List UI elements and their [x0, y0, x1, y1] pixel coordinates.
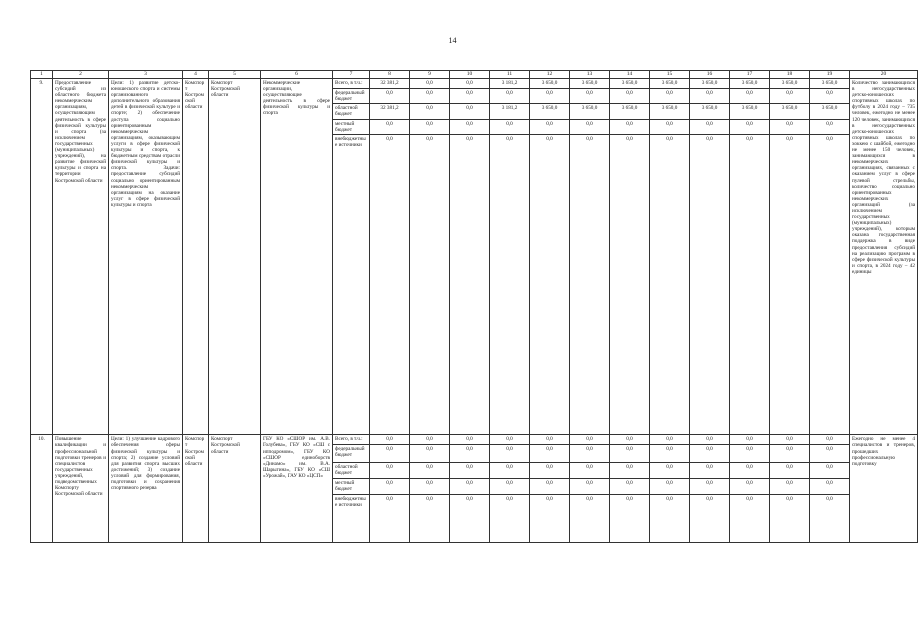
amount-cell: 3 650,0 [530, 79, 570, 89]
amount-cell: 0,0 [410, 104, 450, 120]
amount-cell: 0,0 [690, 135, 730, 435]
funding-source-label: местный бюджет [333, 479, 370, 494]
amount-cell: 32 381,2 [370, 79, 410, 89]
amount-cell: 0,0 [370, 435, 410, 445]
amount-cell: 0,0 [770, 89, 810, 104]
amount-cell: 0,0 [770, 135, 810, 435]
amount-cell: 3 650,0 [650, 104, 690, 120]
header-cell: 20 [850, 71, 918, 79]
amount-cell: 0,0 [810, 89, 850, 104]
header-cell: 13 [570, 71, 610, 79]
amount-cell: 0,0 [610, 479, 650, 494]
header-cell: 11 [490, 71, 530, 79]
goals-tasks: Цели: 1) улучшение кадрового обеспечения сферы физической культуры и спорта; 2) создание условий для развития спорта высших достижений; 3) создание условий для формирования, подготовки и сохранения спортивного резерва [109, 435, 183, 542]
amount-cell: 0,0 [450, 135, 490, 435]
amount-cell: 0,0 [570, 494, 610, 542]
amount-cell: 3 650,0 [810, 104, 850, 120]
participants: Некоммерческие организации, осуществляющие деятельность в сфере физической культуры и спорта [261, 79, 333, 435]
amount-cell: 0,0 [650, 135, 690, 435]
amount-cell: 0,0 [490, 120, 530, 135]
amount-cell: 0,0 [610, 135, 650, 435]
header-cell: 7 [333, 71, 370, 79]
amount-cell: 0,0 [810, 463, 850, 479]
amount-cell: 0,0 [770, 479, 810, 494]
amount-cell: 0,0 [490, 463, 530, 479]
amount-cell: 0,0 [490, 494, 530, 542]
amount-cell: 0,0 [690, 445, 730, 463]
table-row [31, 79, 918, 89]
amount-cell: 0,0 [650, 463, 690, 479]
amount-cell: 0,0 [450, 479, 490, 494]
amount-cell: 0,0 [490, 435, 530, 445]
expected-result: Ежегодно не менее 4 специалистов и тренеров, прошедших профессиональную подготовку [850, 435, 918, 542]
header-cell: 8 [370, 71, 410, 79]
funding-source-label: областной бюджет [333, 104, 370, 120]
amount-cell: 0,0 [570, 445, 610, 463]
funding-source-label: внебюджетные источники [333, 135, 370, 435]
header-cell: 14 [610, 71, 650, 79]
header-cell: 2 [53, 71, 109, 79]
row-number: 9. [31, 79, 53, 435]
amount-cell: 0,0 [770, 435, 810, 445]
amount-cell: 3 650,0 [690, 104, 730, 120]
amount-cell: 0,0 [730, 494, 770, 542]
amount-cell: 0,0 [730, 435, 770, 445]
participants: ГБУ КО «СШОР им. А.В. Голубева», ГБУ КО «СШ с ипподромом», ГБУ КО «СШОР единоборств «Динамо» им. В.А. Шарыгина», ГБУ КО «СШ «Урожай», ГАУ КО «ЦСП» [261, 435, 333, 542]
header-cell: 12 [530, 71, 570, 79]
amount-cell: 0,0 [370, 445, 410, 463]
amount-cell: 3 650,0 [530, 104, 570, 120]
amount-cell: 0,0 [810, 479, 850, 494]
amount-cell: 0,0 [450, 494, 490, 542]
amount-cell: 0,0 [490, 135, 530, 435]
amount-cell: 0,0 [810, 435, 850, 445]
header-cell: 15 [650, 71, 690, 79]
amount-cell: 0,0 [810, 494, 850, 542]
amount-cell: 0,0 [570, 120, 610, 135]
table-row [31, 435, 918, 445]
amount-cell: 0,0 [370, 463, 410, 479]
amount-cell: 3 650,0 [650, 79, 690, 89]
amount-cell: 0,0 [530, 435, 570, 445]
amount-cell: 3 650,0 [610, 104, 650, 120]
amount-cell: 0,0 [410, 89, 450, 104]
amount-cell: 0,0 [530, 135, 570, 435]
administrator: Комспорт Костромской области [209, 79, 261, 435]
measure-name: Предоставление субсидий из областного бюджета некоммерческим организациям, осуществляющим деятельность в сфере физической культуры и спорта (за исключением государственных (муниципальных) учреждений), на развитие физической культуры и спорта на территории Костромской области [53, 79, 109, 435]
amount-cell: 0,0 [490, 445, 530, 463]
amount-cell: 3 181,2 [490, 104, 530, 120]
amount-cell: 0,0 [770, 494, 810, 542]
amount-cell: 0,0 [610, 494, 650, 542]
amount-cell: 0,0 [450, 79, 490, 89]
amount-cell: 0,0 [530, 494, 570, 542]
amount-cell: 0,0 [410, 120, 450, 135]
amount-cell: 0,0 [450, 445, 490, 463]
header-cell: 19 [810, 71, 850, 79]
amount-cell: 3 650,0 [730, 79, 770, 89]
amount-cell: 3 650,0 [570, 104, 610, 120]
amount-cell: 0,0 [690, 479, 730, 494]
amount-cell: 0,0 [650, 494, 690, 542]
amount-cell: 0,0 [410, 79, 450, 89]
amount-cell: 0,0 [450, 120, 490, 135]
amount-cell: 0,0 [410, 463, 450, 479]
amount-cell: 3 181,2 [490, 79, 530, 89]
amount-cell: 3 650,0 [730, 104, 770, 120]
header-cell: 6 [261, 71, 333, 79]
amount-cell: 0,0 [450, 89, 490, 104]
amount-cell: 0,0 [450, 463, 490, 479]
amount-cell: 0,0 [770, 463, 810, 479]
amount-cell: 0,0 [490, 89, 530, 104]
header-row [31, 71, 918, 79]
page-number: 14 [448, 36, 457, 45]
header-cell: 9 [410, 71, 450, 79]
funding-source-label: Всего, в т.ч.: [333, 435, 370, 445]
executor: Комспорт Костромской области [183, 79, 209, 435]
amount-cell: 0,0 [490, 479, 530, 494]
amount-cell: 0,0 [410, 494, 450, 542]
administrator: Комспорт Костромской области [209, 435, 261, 542]
amount-cell: 0,0 [690, 120, 730, 135]
amount-cell: 0,0 [410, 135, 450, 435]
header-cell: 4 [183, 71, 209, 79]
amount-cell: 0,0 [730, 89, 770, 104]
amount-cell: 0,0 [370, 494, 410, 542]
amount-cell: 0,0 [410, 445, 450, 463]
funding-source-label: федеральный бюджет [333, 89, 370, 104]
amount-cell: 0,0 [690, 494, 730, 542]
header-cell: 1 [31, 71, 53, 79]
amount-cell: 0,0 [610, 463, 650, 479]
amount-cell: 3 650,0 [770, 79, 810, 89]
amount-cell: 0,0 [610, 89, 650, 104]
amount-cell: 3 650,0 [570, 79, 610, 89]
amount-cell: 0,0 [410, 479, 450, 494]
measure-name: Повышение квалификации и профессиональной подготовки тренеров и специалистов государственных учреждений, подведомственных Комспорту Костромской области [53, 435, 109, 542]
amount-cell: 0,0 [610, 120, 650, 135]
header-cell: 3 [109, 71, 183, 79]
goals-tasks: Цели: 1) развитие детско-юношеского спорта и системы организованного дополнительного образования детей в физической культуре и спорте; 2) обеспечение доступа социально ориентированным некоммерческим организациям, оказывающим услуги в сфере физической культуры и спорта, к бюджетным средствам отрасли физической культуры и спорта. Задачи: предоставление субсидий социально ориентированным некоммерческим организациям на оказание услуг в сфере физической культуры и спорта [109, 79, 183, 435]
amount-cell: 0,0 [690, 89, 730, 104]
amount-cell: 0,0 [530, 479, 570, 494]
header-cell: 5 [209, 71, 261, 79]
row-number: 10. [31, 435, 53, 542]
header-cell: 17 [730, 71, 770, 79]
header-cell: 16 [690, 71, 730, 79]
amount-cell: 0,0 [810, 120, 850, 135]
amount-cell: 0,0 [530, 89, 570, 104]
amount-cell: 0,0 [650, 120, 690, 135]
amount-cell: 0,0 [570, 463, 610, 479]
expected-result: Количество занимающихся в негосударственных детско-юношеских спортивных школах по футболу в 2024 году – 735 человек, ежегодно не менее 120 человек, занимающихся в негосударственных детско-юношеских спортивных школах по хоккею с шайбой, ежегодно не менее 150 человек, занимающихся в некоммерческих организациях, связанных с оказанием услуг в сфере пулевой стрельбы, количество социально ориентированных некоммерческих организаций (за исключением государственных (муниципальных) учреждений), которым оказана государственная поддержка в виде предоставления субсидий на реализацию программ в сфере физической культуры и спорта, в 2024 году – 42 единицы [850, 79, 918, 435]
amount-cell: 0,0 [730, 135, 770, 435]
amount-cell: 0,0 [810, 445, 850, 463]
amount-cell: 0,0 [370, 479, 410, 494]
amount-cell: 0,0 [450, 104, 490, 120]
amount-cell: 0,0 [530, 120, 570, 135]
amount-cell: 0,0 [530, 463, 570, 479]
amount-cell: 0,0 [570, 89, 610, 104]
amount-cell: 0,0 [370, 120, 410, 135]
amount-cell: 0,0 [410, 435, 450, 445]
amount-cell: 0,0 [650, 479, 690, 494]
header-cell: 10 [450, 71, 490, 79]
amount-cell: 0,0 [450, 435, 490, 445]
funding-source-label: Всего, в т.ч.: [333, 79, 370, 89]
amount-cell: 0,0 [370, 89, 410, 104]
funding-source-label: внебюджетные источники [333, 494, 370, 542]
header-cell: 18 [770, 71, 810, 79]
executor: Комспорт Костромской области [183, 435, 209, 542]
amount-cell: 0,0 [650, 445, 690, 463]
program-measures-table [30, 70, 918, 543]
amount-cell: 0,0 [570, 479, 610, 494]
amount-cell: 0,0 [690, 463, 730, 479]
amount-cell: 0,0 [690, 435, 730, 445]
amount-cell: 0,0 [610, 445, 650, 463]
amount-cell: 3 650,0 [610, 79, 650, 89]
table-body [31, 79, 918, 543]
amount-cell: 0,0 [730, 120, 770, 135]
amount-cell: 0,0 [730, 445, 770, 463]
amount-cell: 0,0 [730, 463, 770, 479]
amount-cell: 3 650,0 [810, 79, 850, 89]
amount-cell: 0,0 [770, 445, 810, 463]
amount-cell: 3 650,0 [770, 104, 810, 120]
amount-cell: 0,0 [730, 479, 770, 494]
amount-cell: 0,0 [530, 445, 570, 463]
amount-cell: 0,0 [650, 435, 690, 445]
amount-cell: 0,0 [570, 135, 610, 435]
amount-cell: 0,0 [770, 120, 810, 135]
funding-source-label: федеральный бюджет [333, 445, 370, 463]
funding-source-label: областной бюджет [333, 463, 370, 479]
amount-cell: 0,0 [610, 435, 650, 445]
amount-cell: 0,0 [650, 89, 690, 104]
amount-cell: 0,0 [570, 435, 610, 445]
amount-cell: 32 381,2 [370, 104, 410, 120]
funding-source-label: местный бюджет [333, 120, 370, 135]
amount-cell: 0,0 [810, 135, 850, 435]
amount-cell: 0,0 [370, 135, 410, 435]
amount-cell: 3 650,0 [690, 79, 730, 89]
